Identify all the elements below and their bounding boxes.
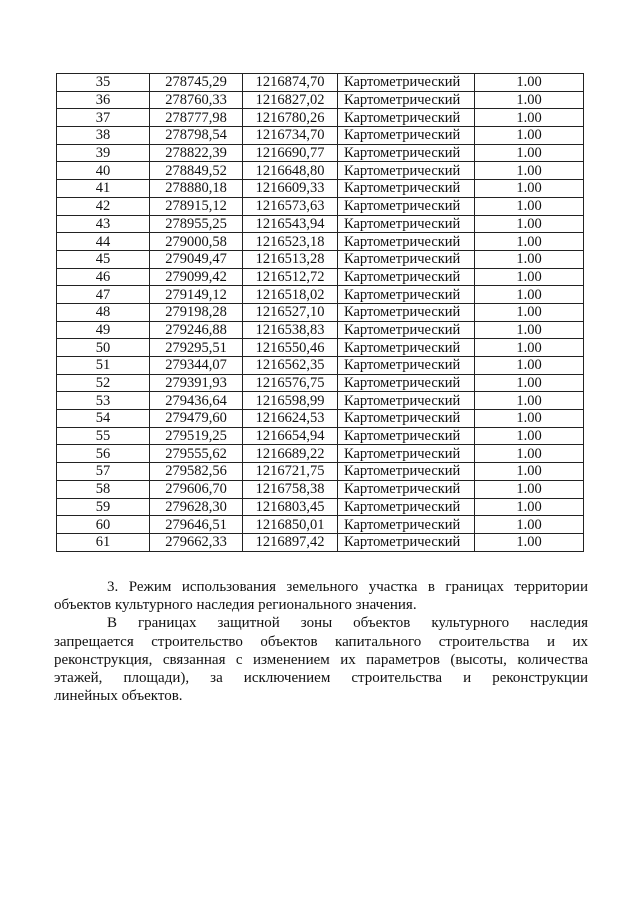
section-3-paragraph-line-4: этажей, площади), за исключением строительства и реконструкции xyxy=(54,670,588,687)
method-cell: Картометрический xyxy=(338,127,475,145)
method-cell: Картометрический xyxy=(338,516,475,534)
table-row xyxy=(57,268,584,286)
table-row xyxy=(57,392,584,410)
table-row xyxy=(57,357,584,375)
table-row xyxy=(57,162,584,180)
table-row xyxy=(57,480,584,498)
method-cell: Картометрический xyxy=(338,215,475,233)
method-cell: Картометрический xyxy=(338,286,475,304)
x-coordinate-cell: 279628,30 xyxy=(150,498,243,516)
accuracy-cell: 1.00 xyxy=(475,91,584,109)
y-coordinate-cell: 1216512,72 xyxy=(243,268,338,286)
table-row xyxy=(57,127,584,145)
accuracy-cell: 1.00 xyxy=(475,303,584,321)
accuracy-cell: 1.00 xyxy=(475,215,584,233)
accuracy-cell: 1.00 xyxy=(475,392,584,410)
method-cell: Картометрический xyxy=(338,463,475,481)
point-number-cell: 45 xyxy=(57,250,150,268)
method-cell: Картометрический xyxy=(338,74,475,92)
table-row xyxy=(57,91,584,109)
method-cell: Картометрический xyxy=(338,498,475,516)
x-coordinate-cell: 279295,51 xyxy=(150,339,243,357)
method-cell: Картометрический xyxy=(338,162,475,180)
y-coordinate-cell: 1216654,94 xyxy=(243,427,338,445)
section-3-paragraph-line-5: линейных объектов. xyxy=(54,688,183,705)
method-cell: Картометрический xyxy=(338,303,475,321)
table-row xyxy=(57,303,584,321)
accuracy-cell: 1.00 xyxy=(475,374,584,392)
x-coordinate-cell: 279555,62 xyxy=(150,445,243,463)
method-cell: Картометрический xyxy=(338,392,475,410)
coordinates-table-body xyxy=(57,74,584,552)
point-number-cell: 36 xyxy=(57,91,150,109)
x-coordinate-cell: 279000,58 xyxy=(150,233,243,251)
accuracy-cell: 1.00 xyxy=(475,180,584,198)
x-coordinate-cell: 278955,25 xyxy=(150,215,243,233)
table-row xyxy=(57,144,584,162)
x-coordinate-cell: 278777,98 xyxy=(150,109,243,127)
table-row xyxy=(57,233,584,251)
accuracy-cell: 1.00 xyxy=(475,463,584,481)
y-coordinate-cell: 1216780,26 xyxy=(243,109,338,127)
accuracy-cell: 1.00 xyxy=(475,480,584,498)
section-3-paragraph-line-1: В границах защитной зоны объектов культурного наследия xyxy=(107,615,588,632)
accuracy-cell: 1.00 xyxy=(475,286,584,304)
accuracy-cell: 1.00 xyxy=(475,427,584,445)
table-row xyxy=(57,374,584,392)
y-coordinate-cell: 1216562,35 xyxy=(243,357,338,375)
point-number-cell: 56 xyxy=(57,445,150,463)
x-coordinate-cell: 279646,51 xyxy=(150,516,243,534)
point-number-cell: 38 xyxy=(57,127,150,145)
x-coordinate-cell: 278880,18 xyxy=(150,180,243,198)
method-cell: Картометрический xyxy=(338,445,475,463)
x-coordinate-cell: 279582,56 xyxy=(150,463,243,481)
method-cell: Картометрический xyxy=(338,109,475,127)
y-coordinate-cell: 1216624,53 xyxy=(243,410,338,428)
table-row xyxy=(57,109,584,127)
y-coordinate-cell: 1216573,63 xyxy=(243,197,338,215)
table-row xyxy=(57,180,584,198)
point-number-cell: 54 xyxy=(57,410,150,428)
x-coordinate-cell: 279049,47 xyxy=(150,250,243,268)
y-coordinate-cell: 1216897,42 xyxy=(243,533,338,551)
y-coordinate-cell: 1216648,80 xyxy=(243,162,338,180)
x-coordinate-cell: 278849,52 xyxy=(150,162,243,180)
point-number-cell: 35 xyxy=(57,74,150,92)
x-coordinate-cell: 279099,42 xyxy=(150,268,243,286)
accuracy-cell: 1.00 xyxy=(475,268,584,286)
accuracy-cell: 1.00 xyxy=(475,197,584,215)
accuracy-cell: 1.00 xyxy=(475,250,584,268)
method-cell: Картометрический xyxy=(338,250,475,268)
point-number-cell: 53 xyxy=(57,392,150,410)
section-3-paragraph-line-3: реконструкция, связанная с изменением их параметров (высоты, количества xyxy=(54,651,588,668)
table-row xyxy=(57,197,584,215)
x-coordinate-cell: 279149,12 xyxy=(150,286,243,304)
table-row xyxy=(57,215,584,233)
x-coordinate-cell: 279391,93 xyxy=(150,374,243,392)
point-number-cell: 58 xyxy=(57,480,150,498)
y-coordinate-cell: 1216527,10 xyxy=(243,303,338,321)
method-cell: Картометрический xyxy=(338,268,475,286)
table-row xyxy=(57,533,584,551)
table-row xyxy=(57,250,584,268)
point-number-cell: 42 xyxy=(57,197,150,215)
y-coordinate-cell: 1216518,02 xyxy=(243,286,338,304)
accuracy-cell: 1.00 xyxy=(475,162,584,180)
point-number-cell: 44 xyxy=(57,233,150,251)
accuracy-cell: 1.00 xyxy=(475,144,584,162)
point-number-cell: 40 xyxy=(57,162,150,180)
x-coordinate-cell: 279662,33 xyxy=(150,533,243,551)
accuracy-cell: 1.00 xyxy=(475,109,584,127)
method-cell: Картометрический xyxy=(338,533,475,551)
x-coordinate-cell: 278915,12 xyxy=(150,197,243,215)
accuracy-cell: 1.00 xyxy=(475,339,584,357)
section-3-text xyxy=(54,578,588,705)
point-number-cell: 39 xyxy=(57,144,150,162)
y-coordinate-cell: 1216598,99 xyxy=(243,392,338,410)
y-coordinate-cell: 1216827,02 xyxy=(243,91,338,109)
point-number-cell: 60 xyxy=(57,516,150,534)
table-row xyxy=(57,427,584,445)
table-row xyxy=(57,74,584,92)
x-coordinate-cell: 279606,70 xyxy=(150,480,243,498)
accuracy-cell: 1.00 xyxy=(475,498,584,516)
section-3-paragraph-line-2: запрещается строительство объектов капитального строительства и их xyxy=(54,633,588,650)
y-coordinate-cell: 1216874,70 xyxy=(243,74,338,92)
y-coordinate-cell: 1216690,77 xyxy=(243,144,338,162)
accuracy-cell: 1.00 xyxy=(475,357,584,375)
y-coordinate-cell: 1216609,33 xyxy=(243,180,338,198)
point-number-cell: 47 xyxy=(57,286,150,304)
y-coordinate-cell: 1216721,75 xyxy=(243,463,338,481)
accuracy-cell: 1.00 xyxy=(475,410,584,428)
table-row xyxy=(57,445,584,463)
table-row xyxy=(57,516,584,534)
method-cell: Картометрический xyxy=(338,233,475,251)
x-coordinate-cell: 278745,29 xyxy=(150,74,243,92)
point-number-cell: 61 xyxy=(57,533,150,551)
accuracy-cell: 1.00 xyxy=(475,516,584,534)
point-number-cell: 49 xyxy=(57,321,150,339)
x-coordinate-cell: 278798,54 xyxy=(150,127,243,145)
y-coordinate-cell: 1216758,38 xyxy=(243,480,338,498)
x-coordinate-cell: 279198,28 xyxy=(150,303,243,321)
point-number-cell: 48 xyxy=(57,303,150,321)
section-3-heading-line-1: 3. Режим использования земельного участка в границах территории xyxy=(107,579,588,595)
method-cell: Картометрический xyxy=(338,197,475,215)
x-coordinate-cell: 279519,25 xyxy=(150,427,243,445)
accuracy-cell: 1.00 xyxy=(475,445,584,463)
table-row xyxy=(57,410,584,428)
point-number-cell: 50 xyxy=(57,339,150,357)
point-number-cell: 43 xyxy=(57,215,150,233)
point-number-cell: 37 xyxy=(57,109,150,127)
y-coordinate-cell: 1216513,28 xyxy=(243,250,338,268)
y-coordinate-cell: 1216543,94 xyxy=(243,215,338,233)
y-coordinate-cell: 1216734,70 xyxy=(243,127,338,145)
point-number-cell: 51 xyxy=(57,357,150,375)
point-number-cell: 52 xyxy=(57,374,150,392)
accuracy-cell: 1.00 xyxy=(475,127,584,145)
y-coordinate-cell: 1216850,01 xyxy=(243,516,338,534)
point-number-cell: 59 xyxy=(57,498,150,516)
y-coordinate-cell: 1216803,45 xyxy=(243,498,338,516)
x-coordinate-cell: 278760,33 xyxy=(150,91,243,109)
accuracy-cell: 1.00 xyxy=(475,233,584,251)
x-coordinate-cell: 279246,88 xyxy=(150,321,243,339)
section-3-heading-line-2: объектов культурного наследия регионального значения. xyxy=(54,597,417,614)
method-cell: Картометрический xyxy=(338,321,475,339)
method-cell: Картометрический xyxy=(338,91,475,109)
method-cell: Картометрический xyxy=(338,357,475,375)
accuracy-cell: 1.00 xyxy=(475,321,584,339)
table-row xyxy=(57,286,584,304)
method-cell: Картометрический xyxy=(338,374,475,392)
accuracy-cell: 1.00 xyxy=(475,533,584,551)
table-row xyxy=(57,339,584,357)
x-coordinate-cell: 278822,39 xyxy=(150,144,243,162)
point-number-cell: 55 xyxy=(57,427,150,445)
y-coordinate-cell: 1216550,46 xyxy=(243,339,338,357)
point-number-cell: 57 xyxy=(57,463,150,481)
x-coordinate-cell: 279479,60 xyxy=(150,410,243,428)
method-cell: Картометрический xyxy=(338,339,475,357)
table-row xyxy=(57,463,584,481)
y-coordinate-cell: 1216576,75 xyxy=(243,374,338,392)
y-coordinate-cell: 1216538,83 xyxy=(243,321,338,339)
point-number-cell: 46 xyxy=(57,268,150,286)
method-cell: Картометрический xyxy=(338,480,475,498)
accuracy-cell: 1.00 xyxy=(475,74,584,92)
table-row xyxy=(57,321,584,339)
coordinates-table xyxy=(56,73,584,552)
x-coordinate-cell: 279436,64 xyxy=(150,392,243,410)
y-coordinate-cell: 1216523,18 xyxy=(243,233,338,251)
method-cell: Картометрический xyxy=(338,180,475,198)
table-row xyxy=(57,498,584,516)
method-cell: Картометрический xyxy=(338,410,475,428)
method-cell: Картометрический xyxy=(338,427,475,445)
x-coordinate-cell: 279344,07 xyxy=(150,357,243,375)
point-number-cell: 41 xyxy=(57,180,150,198)
y-coordinate-cell: 1216689,22 xyxy=(243,445,338,463)
method-cell: Картометрический xyxy=(338,144,475,162)
